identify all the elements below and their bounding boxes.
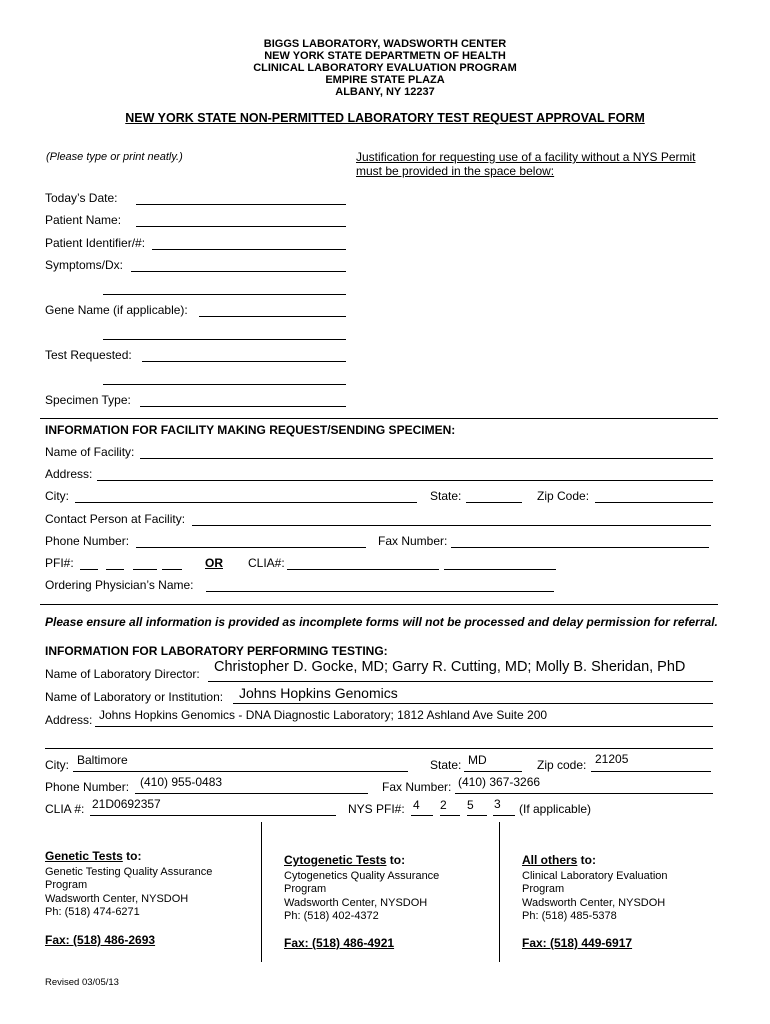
- column-divider-2: [499, 822, 500, 962]
- facility-clia-field-2[interactable]: [444, 569, 556, 570]
- gene-name-field[interactable]: [199, 316, 346, 317]
- test-requested-label: Test Requested:: [45, 348, 132, 362]
- lab-clia-field[interactable]: [90, 815, 336, 816]
- lab-phone-label: Phone Number:: [45, 780, 130, 794]
- cytogenetic-tests-fax: Fax: (518) 486-4921: [284, 936, 395, 950]
- lab-director-label: Name of Laboratory Director:: [45, 667, 200, 681]
- lab-city-value: Baltimore: [77, 753, 128, 767]
- or-label: OR: [205, 556, 223, 570]
- header-line-1: BIGGS LABORATORY, WADSWORTH CENTER: [263, 38, 507, 50]
- lab-address-field[interactable]: [95, 726, 713, 727]
- lab-pfi-digit-3: 5: [467, 798, 474, 812]
- header-line-4: EMPIRE STATE PLAZA: [325, 74, 445, 86]
- lab-institution-value: Johns Hopkins Genomics: [239, 685, 398, 701]
- facility-phone-label: Phone Number:: [45, 534, 130, 548]
- lab-zip-field[interactable]: [591, 771, 711, 772]
- header-line-2: NEW YORK STATE DEPARTMETN OF HEALTH: [264, 50, 506, 62]
- lab-city-label: City:: [45, 758, 69, 772]
- test-requested-field[interactable]: [142, 361, 346, 362]
- lab-director-field[interactable]: [208, 681, 713, 682]
- facility-pfi-digit-3[interactable]: [133, 569, 157, 570]
- lab-zip-value: 21205: [595, 752, 629, 766]
- ordering-physician-field[interactable]: [206, 591, 554, 592]
- all-others-line-3: Wadsworth Center, NYSDOH: [522, 896, 666, 909]
- genetic-tests-phone: Ph: (518) 474-6271: [45, 906, 140, 918]
- column-divider-1: [261, 822, 262, 962]
- lab-heading: INFORMATION FOR LABORATORY PERFORMING TESTING:: [45, 644, 388, 658]
- patient-identifier-label: Patient Identifier/#:: [45, 236, 146, 250]
- todays-date-field[interactable]: [136, 204, 346, 205]
- genetic-tests-fax: Fax: (518) 486-2693: [45, 933, 156, 947]
- facility-pfi-label: PFI#:: [45, 556, 74, 570]
- lab-state-label: State:: [430, 758, 462, 772]
- cytogenetic-tests-heading: Cytogenetic Tests to:: [284, 853, 406, 867]
- lab-pfi-digit-4-field[interactable]: [493, 815, 515, 816]
- all-others-line-2: Program: [522, 883, 565, 895]
- facility-fax-label: Fax Number:: [378, 534, 448, 548]
- lab-state-field[interactable]: [464, 771, 522, 772]
- facility-pfi-digit-2[interactable]: [106, 569, 124, 570]
- facility-clia-field[interactable]: [287, 569, 439, 570]
- lab-pfi-digit-3-field[interactable]: [467, 815, 487, 816]
- header-line-3: CLINICAL LABORATORY EVALUATION PROGRAM: [253, 62, 517, 74]
- cytogenetic-tests-contact: [284, 854, 439, 924]
- incomplete-form-warning: Please ensure all information is provided as incomplete forms will not be processed and delay permission for referral.: [45, 615, 718, 629]
- lab-pfi-digit-1-field[interactable]: [411, 815, 433, 816]
- test-requested-field-line-2[interactable]: [103, 384, 346, 385]
- cytogenetic-tests-line-1: Cytogenetics Quality Assurance: [284, 869, 440, 882]
- cytogenetic-tests-line-3: Wadsworth Center, NYSDOH: [284, 896, 428, 909]
- lab-fax-value: (410) 367-3266: [458, 775, 541, 789]
- genetic-tests-line-1: Genetic Testing Quality Assurance: [45, 865, 213, 878]
- facility-contact-label: Contact Person at Facility:: [45, 512, 186, 526]
- all-others-line-1: Clinical Laboratory Evaluation: [522, 869, 668, 882]
- lab-phone-value: (410) 955-0483: [140, 775, 223, 789]
- facility-state-label: State:: [430, 489, 462, 503]
- cytogenetic-tests-line-2: Program: [284, 883, 327, 895]
- lab-city-field[interactable]: [73, 771, 408, 772]
- lab-clia-label: CLIA #:: [45, 802, 85, 816]
- lab-pfi-note: (If applicable): [519, 802, 592, 816]
- lab-zip-label: Zip code:: [537, 758, 587, 772]
- all-others-fax: Fax: (518) 449-6917: [522, 936, 633, 950]
- genetic-tests-line-2: Program: [45, 879, 88, 891]
- form-title: NEW YORK STATE NON-PERMITTED LABORATORY TEST REQUEST APPROVAL FORM: [125, 111, 645, 125]
- lab-director-value: Christopher D. Gocke, MD; Garry R. Cutting, MD; Molly B. Sheridan, PhD: [214, 659, 686, 675]
- symptoms-field-line-2[interactable]: [103, 294, 346, 295]
- facility-address-label: Address:: [45, 467, 93, 481]
- facility-state-field[interactable]: [466, 502, 522, 503]
- lab-clia-value: 21D0692357: [92, 797, 161, 811]
- specimen-type-label: Specimen Type:: [45, 393, 131, 407]
- facility-pfi-digit-4[interactable]: [162, 569, 182, 570]
- lab-pfi-digit-2: 2: [440, 798, 447, 812]
- justification-textarea[interactable]: [356, 184, 716, 404]
- ordering-physician-label: Ordering Physician’s Name:: [45, 578, 194, 592]
- facility-fax-field[interactable]: [451, 547, 709, 548]
- facility-address-field[interactable]: [97, 480, 713, 481]
- all-others-contact: [522, 854, 668, 924]
- lab-institution-field[interactable]: [233, 703, 713, 704]
- header-line-5: ALBANY, NY 12237: [335, 86, 435, 98]
- facility-name-label: Name of Facility:: [45, 445, 135, 459]
- symptoms-label: Symptoms/Dx:: [45, 258, 124, 272]
- genetic-tests-heading: Genetic Tests to:: [45, 849, 142, 863]
- gene-name-field-line-2[interactable]: [103, 339, 346, 340]
- facility-city-field[interactable]: [75, 502, 417, 503]
- lab-pfi-digit-4: 3: [494, 797, 501, 811]
- instructions: (Please type or print neatly.): [46, 151, 183, 163]
- facility-zip-label: Zip Code:: [537, 489, 590, 503]
- facility-contact-field[interactable]: [192, 525, 711, 526]
- facility-phone-field[interactable]: [136, 547, 366, 548]
- section-divider-2: [40, 604, 718, 605]
- lab-institution-label: Name of Laboratory or Institution:: [45, 690, 224, 704]
- lab-address-value: Johns Hopkins Genomics - DNA Diagnostic Laboratory; 1812 Ashland Ave Suite 200: [99, 708, 548, 722]
- revised-date: Revised 03/05/13: [45, 977, 119, 988]
- patient-name-label: Patient Name:: [45, 213, 122, 227]
- genetic-tests-line-3: Wadsworth Center, NYSDOH: [45, 892, 189, 905]
- justification-line-1: Justification for requesting use of a facility without a NYS Permit: [356, 150, 696, 164]
- all-others-heading: All others to:: [522, 853, 596, 867]
- cytogenetic-tests-phone: Ph: (518) 402-4372: [284, 910, 379, 922]
- lab-address-label: Address:: [45, 713, 93, 727]
- gene-name-label: Gene Name (if applicable):: [45, 303, 188, 317]
- section-divider-1: [40, 418, 718, 419]
- facility-heading: INFORMATION FOR FACILITY MAKING REQUEST/SENDING SPECIMEN:: [45, 423, 456, 437]
- lab-state-value: MD: [468, 753, 487, 767]
- all-others-phone: Ph: (518) 485-5378: [522, 910, 617, 922]
- patient-identifier-field[interactable]: [152, 249, 346, 250]
- todays-date-label: Today’s Date:: [45, 191, 118, 205]
- facility-zip-field[interactable]: [595, 502, 713, 503]
- lab-address-field-line-2[interactable]: [45, 748, 713, 749]
- facility-name-field[interactable]: [140, 458, 713, 459]
- facility-pfi-digit-1[interactable]: [80, 569, 98, 570]
- facility-clia-label: CLIA#:: [248, 556, 285, 570]
- lab-pfi-digit-2-field[interactable]: [440, 815, 460, 816]
- patient-name-field[interactable]: [136, 226, 346, 227]
- facility-city-label: City:: [45, 489, 69, 503]
- lab-pfi-digit-1: 4: [413, 798, 420, 812]
- justification-line-2: must be provided in the space below:: [356, 164, 555, 178]
- lab-fax-label: Fax Number:: [382, 780, 452, 794]
- lab-pfi-label: NYS PFI#:: [348, 802, 405, 816]
- genetic-tests-contact: [45, 850, 212, 920]
- lab-fax-field[interactable]: [455, 793, 713, 794]
- symptoms-field[interactable]: [131, 271, 346, 272]
- specimen-type-field[interactable]: [140, 406, 346, 407]
- lab-phone-field[interactable]: [135, 793, 368, 794]
